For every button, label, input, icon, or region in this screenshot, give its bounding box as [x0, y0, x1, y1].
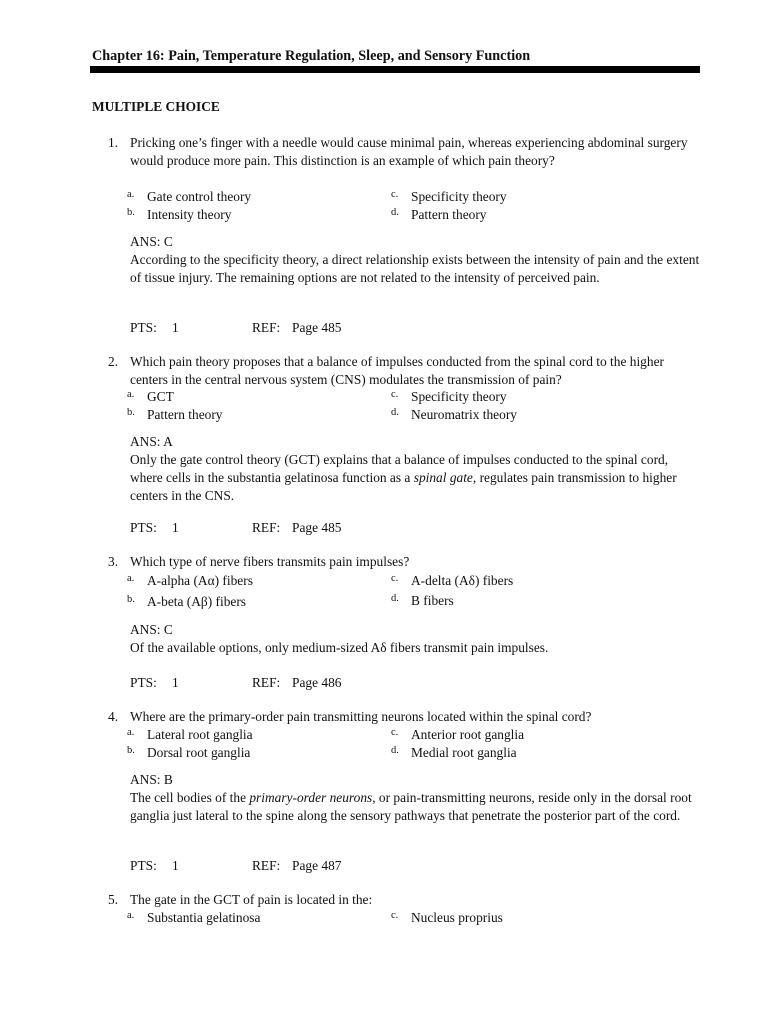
rationale-text: , regulates pain transmission to higher centers in the CNS.: [130, 470, 677, 503]
question-number: 4.: [108, 709, 119, 724]
option-letter: d.: [391, 207, 399, 218]
rationale-emphasis: spinal gate: [413, 470, 473, 485]
option-text: Pattern theory: [411, 207, 487, 222]
rationale: Of the available options, only medium-sized Aδ fibers transmit pain impulses.: [130, 640, 549, 655]
option-letter: c.: [391, 389, 399, 400]
rationale-text: The cell bodies of the: [130, 790, 250, 805]
option-letter: d.: [391, 593, 399, 604]
option-text: Dorsal root ganglia: [147, 745, 251, 760]
question-stem: Pricking one’s finger with a needle would cause minimal pain, whereas experiencing abdominal surgery would produce more pain. This distinction is an example of which pain theory?: [130, 135, 688, 168]
reference-label: REF:: [252, 858, 281, 873]
answer-key: ANS: A: [130, 434, 173, 449]
points-label: PTS:: [130, 520, 157, 535]
question-number: 1.: [108, 135, 119, 150]
option-text: Neuromatrix theory: [411, 407, 517, 422]
option-letter: c.: [391, 189, 399, 200]
option-letter: a.: [127, 573, 135, 584]
points-label: PTS:: [130, 320, 157, 335]
points-reference: [130, 319, 341, 337]
question-number: 3.: [108, 554, 119, 569]
points-label: PTS:: [130, 675, 157, 690]
option-text: Specificity theory: [411, 189, 507, 204]
option-text: A-delta (Aδ) fibers: [411, 573, 514, 588]
answer-key: ANS: C: [130, 234, 173, 249]
answer-key: ANS: B: [130, 772, 173, 787]
points-label: PTS:: [130, 858, 157, 873]
option-text: B fibers: [411, 593, 454, 608]
option-letter: a.: [127, 189, 135, 200]
option-letter: c.: [391, 910, 399, 921]
question-stem: Which type of nerve fibers transmits pain impulses?: [130, 554, 410, 569]
option-letter: a.: [127, 727, 135, 738]
option-letter: a.: [127, 389, 135, 400]
option-letter: b.: [127, 594, 135, 605]
points-value: 1: [172, 858, 179, 873]
option-text: A-alpha (Aα) fibers: [147, 573, 253, 588]
points-value: 1: [172, 675, 179, 690]
option-text: Substantia gelatinosa: [147, 910, 261, 925]
option-letter: b.: [127, 745, 135, 756]
option-text: Pattern theory: [147, 407, 223, 422]
option-text: Lateral root ganglia: [147, 727, 253, 742]
points-reference: [130, 674, 341, 692]
option-letter: b.: [127, 407, 135, 418]
reference-value: Page 485: [292, 320, 342, 335]
section-heading: MULTIPLE CHOICE: [92, 99, 220, 114]
header-rule: [90, 66, 700, 73]
option-text: Gate control theory: [147, 189, 252, 204]
reference-label: REF:: [252, 520, 281, 535]
option-text: Specificity theory: [411, 389, 507, 404]
answer-key: ANS: C: [130, 622, 173, 637]
chapter-title: Chapter 16: Pain, Temperature Regulation, Sleep, and Sensory Function: [92, 48, 531, 64]
option-letter: d.: [391, 407, 399, 418]
option-text: Intensity theory: [147, 207, 232, 222]
rationale-emphasis: primary-order neurons,: [249, 790, 376, 805]
question-stem: Which pain theory proposes that a balance of impulses conducted from the spinal cord to the higher centers in the central nervous system (CNS) modulates the transmission of pain?: [130, 354, 664, 387]
option-text: Anterior root ganglia: [411, 727, 525, 742]
question-stem: Where are the primary-order pain transmitting neurons located within the spinal cord?: [130, 709, 592, 724]
points-reference: [130, 519, 341, 537]
reference-label: REF:: [252, 675, 281, 690]
rationale-text: or pain-transmitting neurons, reside only in the dorsal root ganglia just lateral to the spine along the sensory pathways that penetrate the posterior part of the cord.: [130, 790, 692, 823]
reference-value: Page 487: [292, 858, 342, 873]
option-letter: a.: [127, 910, 135, 921]
points-value: 1: [172, 320, 179, 335]
option-letter: c.: [391, 573, 399, 584]
option-text: Medial root ganglia: [411, 745, 517, 760]
question-stem: The gate in the GCT of pain is located in the:: [130, 892, 373, 907]
option-letter: d.: [391, 745, 399, 756]
rationale-text: Only the gate control theory (GCT) explains that a balance of impulses conducted to the spinal cord, where cells in the substantia gelatinosa function as a: [130, 452, 669, 485]
rationale: [130, 789, 700, 825]
question-number: 5.: [108, 892, 119, 907]
rationale: According to the specificity theory, a direct relationship exists between the intensity of pain and the extent of tissue injury. The remaining options are not related to the intensity of perceived pain.: [130, 252, 700, 285]
question-number: 2.: [108, 354, 119, 369]
reference-value: Page 485: [292, 520, 342, 535]
reference-value: Page 486: [292, 675, 342, 690]
points-value: 1: [172, 520, 179, 535]
rationale: [130, 451, 700, 505]
reference-label: REF:: [252, 320, 281, 335]
option-text: Nucleus proprius: [411, 910, 503, 925]
option-text: A-beta (Aβ) fibers: [147, 594, 247, 609]
option-letter: b.: [127, 207, 135, 218]
option-text: GCT: [147, 389, 174, 404]
option-letter: c.: [391, 727, 399, 738]
points-reference: [130, 857, 341, 875]
